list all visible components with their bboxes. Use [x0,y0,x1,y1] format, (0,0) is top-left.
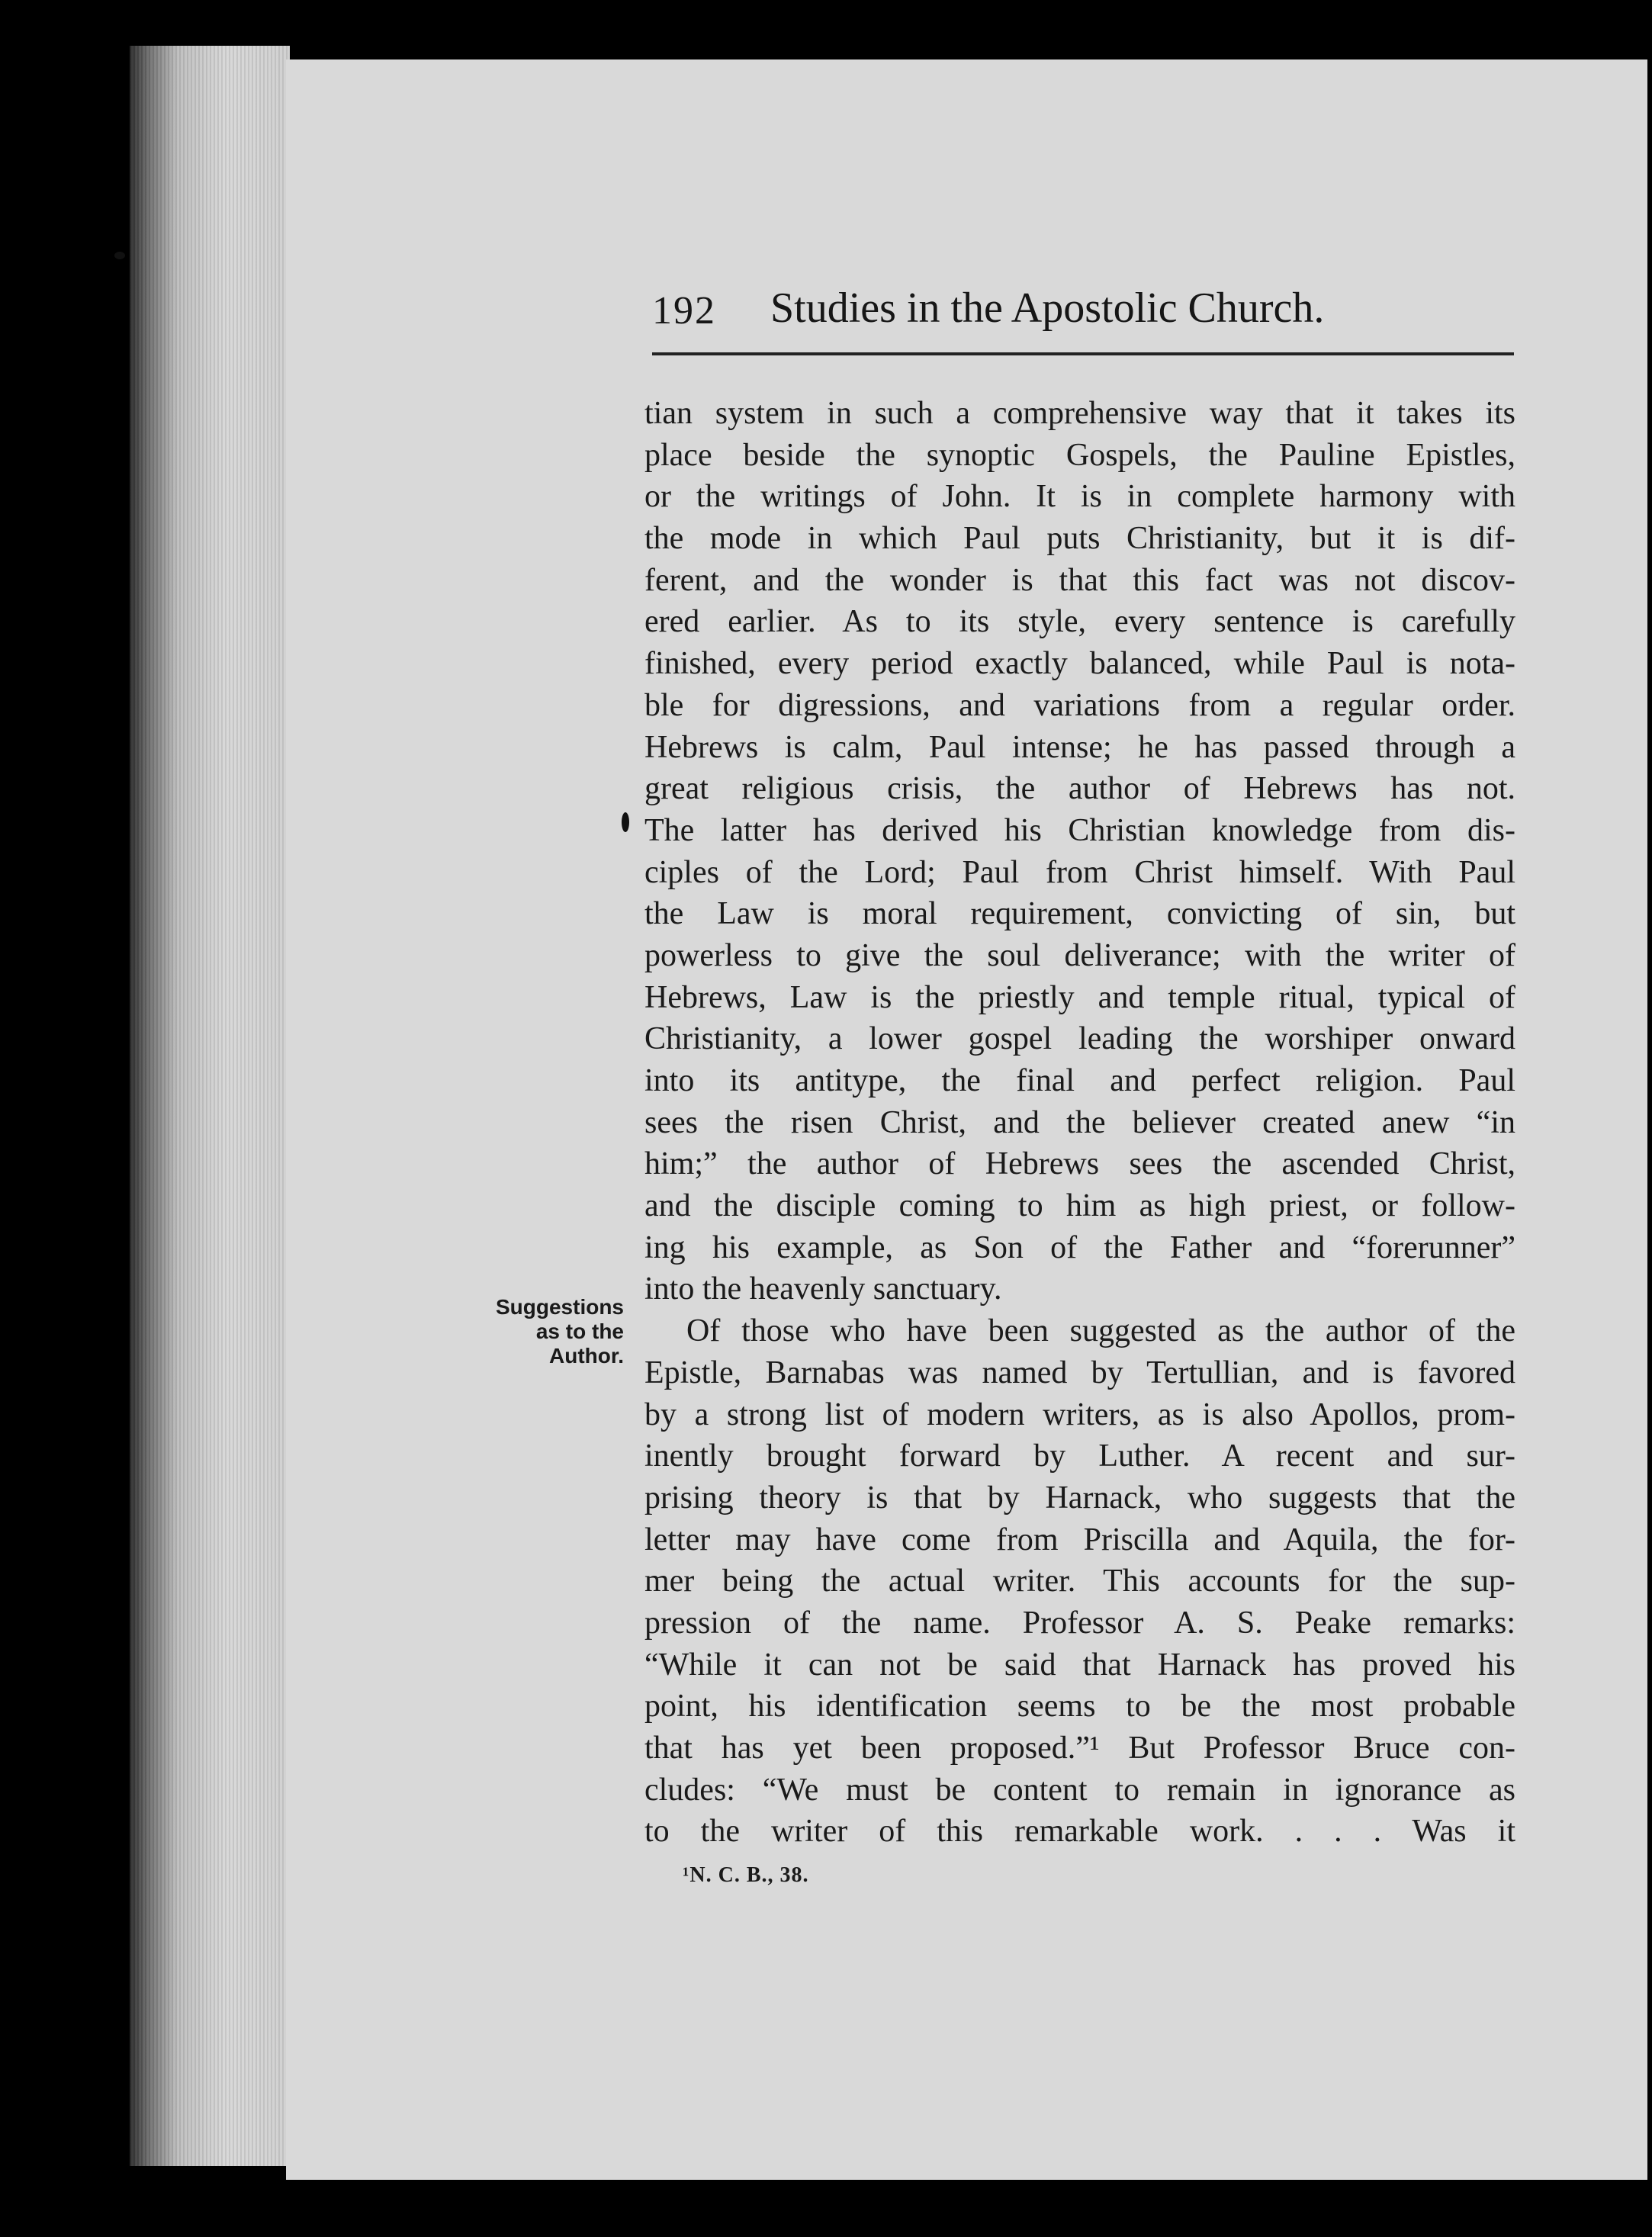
text-line: Christianity, a lower gospel leading the worshiper onward [644,1021,1515,1057]
margin-note [458,1295,624,1368]
text-line: The latter has derived his Christian knowledge from dis- [644,812,1515,848]
header-rule [652,352,1514,355]
paragraph-start-line: Of those who have been suggested as the author of the [686,1313,1515,1349]
text-line: inently brought forward by Luther. A recent and sur- [644,1438,1515,1474]
text-line: “While it can not be said that Harnack has proved his [644,1647,1515,1683]
text-line: Hebrews is calm, Paul intense; he has passed through a [644,729,1515,765]
text-line: point, his identification seems to be the most probable [644,1689,1515,1724]
text-line: ing his example, as Son of the Father and “forerunner” [644,1229,1515,1265]
margin-note-line: as to the [535,1319,624,1343]
running-title: Studies in the Apostolic Church. [770,284,1325,332]
text-line: to the writer of this remarkable work. . . . Was it [644,1814,1515,1850]
text-line: sees the risen Christ, and the believer created anew “in [644,1104,1515,1140]
scan-speck [622,812,629,832]
scan-border-right [1647,0,1652,2237]
text-line: Epistle, Barnabas was named by Tertullian, and is favored [644,1355,1515,1390]
text-line: cludes: “We must be content to remain in ignorance as [644,1772,1515,1808]
text-line: by a strong list of modern writers, as is also Apollos, prom- [644,1397,1515,1432]
text-line: powerless to give the soul deliverance; with the writer of [644,937,1515,973]
text-line: great religious crisis, the author of Hebrews has not. [644,771,1515,807]
book-page-edge [130,46,290,2166]
text-line: him;” the author of Hebrews sees the ascended Christ, [644,1146,1515,1182]
body-text [644,393,1515,1853]
text-line: tian system in such a comprehensive way that it takes its [644,396,1515,431]
margin-note-line: Author. [549,1344,624,1368]
text-line: Hebrews, Law is the priestly and temple ritual, typical of [644,979,1515,1015]
text-line: ered earlier. As to its style, every sentence is carefully [644,604,1515,640]
text-line: into its antitype, the final and perfect religion. Paul [644,1063,1515,1098]
text-line: letter may have come from Priscilla and Aquila, the for- [644,1522,1515,1557]
text-line: the mode in which Paul puts Christianity, but it is dif- [644,521,1515,557]
text-line: the Law is moral requirement, convicting of sin, but [644,896,1515,932]
text-line: ferent, and the wonder is that this fact was not discov- [644,562,1515,598]
text-line: mer being the actual writer. This accounts for the sup- [644,1564,1515,1599]
text-line: that has yet been proposed.”¹ But Professor Bruce con- [644,1731,1515,1766]
text-line: prising theory is that by Harnack, who suggests that the [644,1480,1515,1515]
scan-speck [114,252,125,259]
footnote: ¹N. C. B., 38. [683,1863,809,1887]
page-number: 192 [652,289,716,333]
scan-border-bottom [0,2180,1652,2237]
text-line: pression of the name. Professor A. S. Peake remarks: [644,1605,1515,1641]
text-line: ble for digressions, and variations from a regular order. [644,687,1515,723]
text-line: place beside the synoptic Gospels, the Pauline Epistles, [644,437,1515,473]
page-header [652,284,1514,345]
text-line: into the heavenly sanctuary. [644,1271,1002,1307]
text-line: ciples of the Lord; Paul from Christ himself. With Paul [644,854,1515,890]
text-line: or the writings of John. It is in complete harmony with [644,479,1515,515]
margin-note-line: Suggestions [495,1295,624,1319]
text-line: and the disciple coming to him as high priest, or follow- [644,1188,1515,1224]
text-line: finished, every period exactly balanced, while Paul is nota- [644,646,1515,682]
